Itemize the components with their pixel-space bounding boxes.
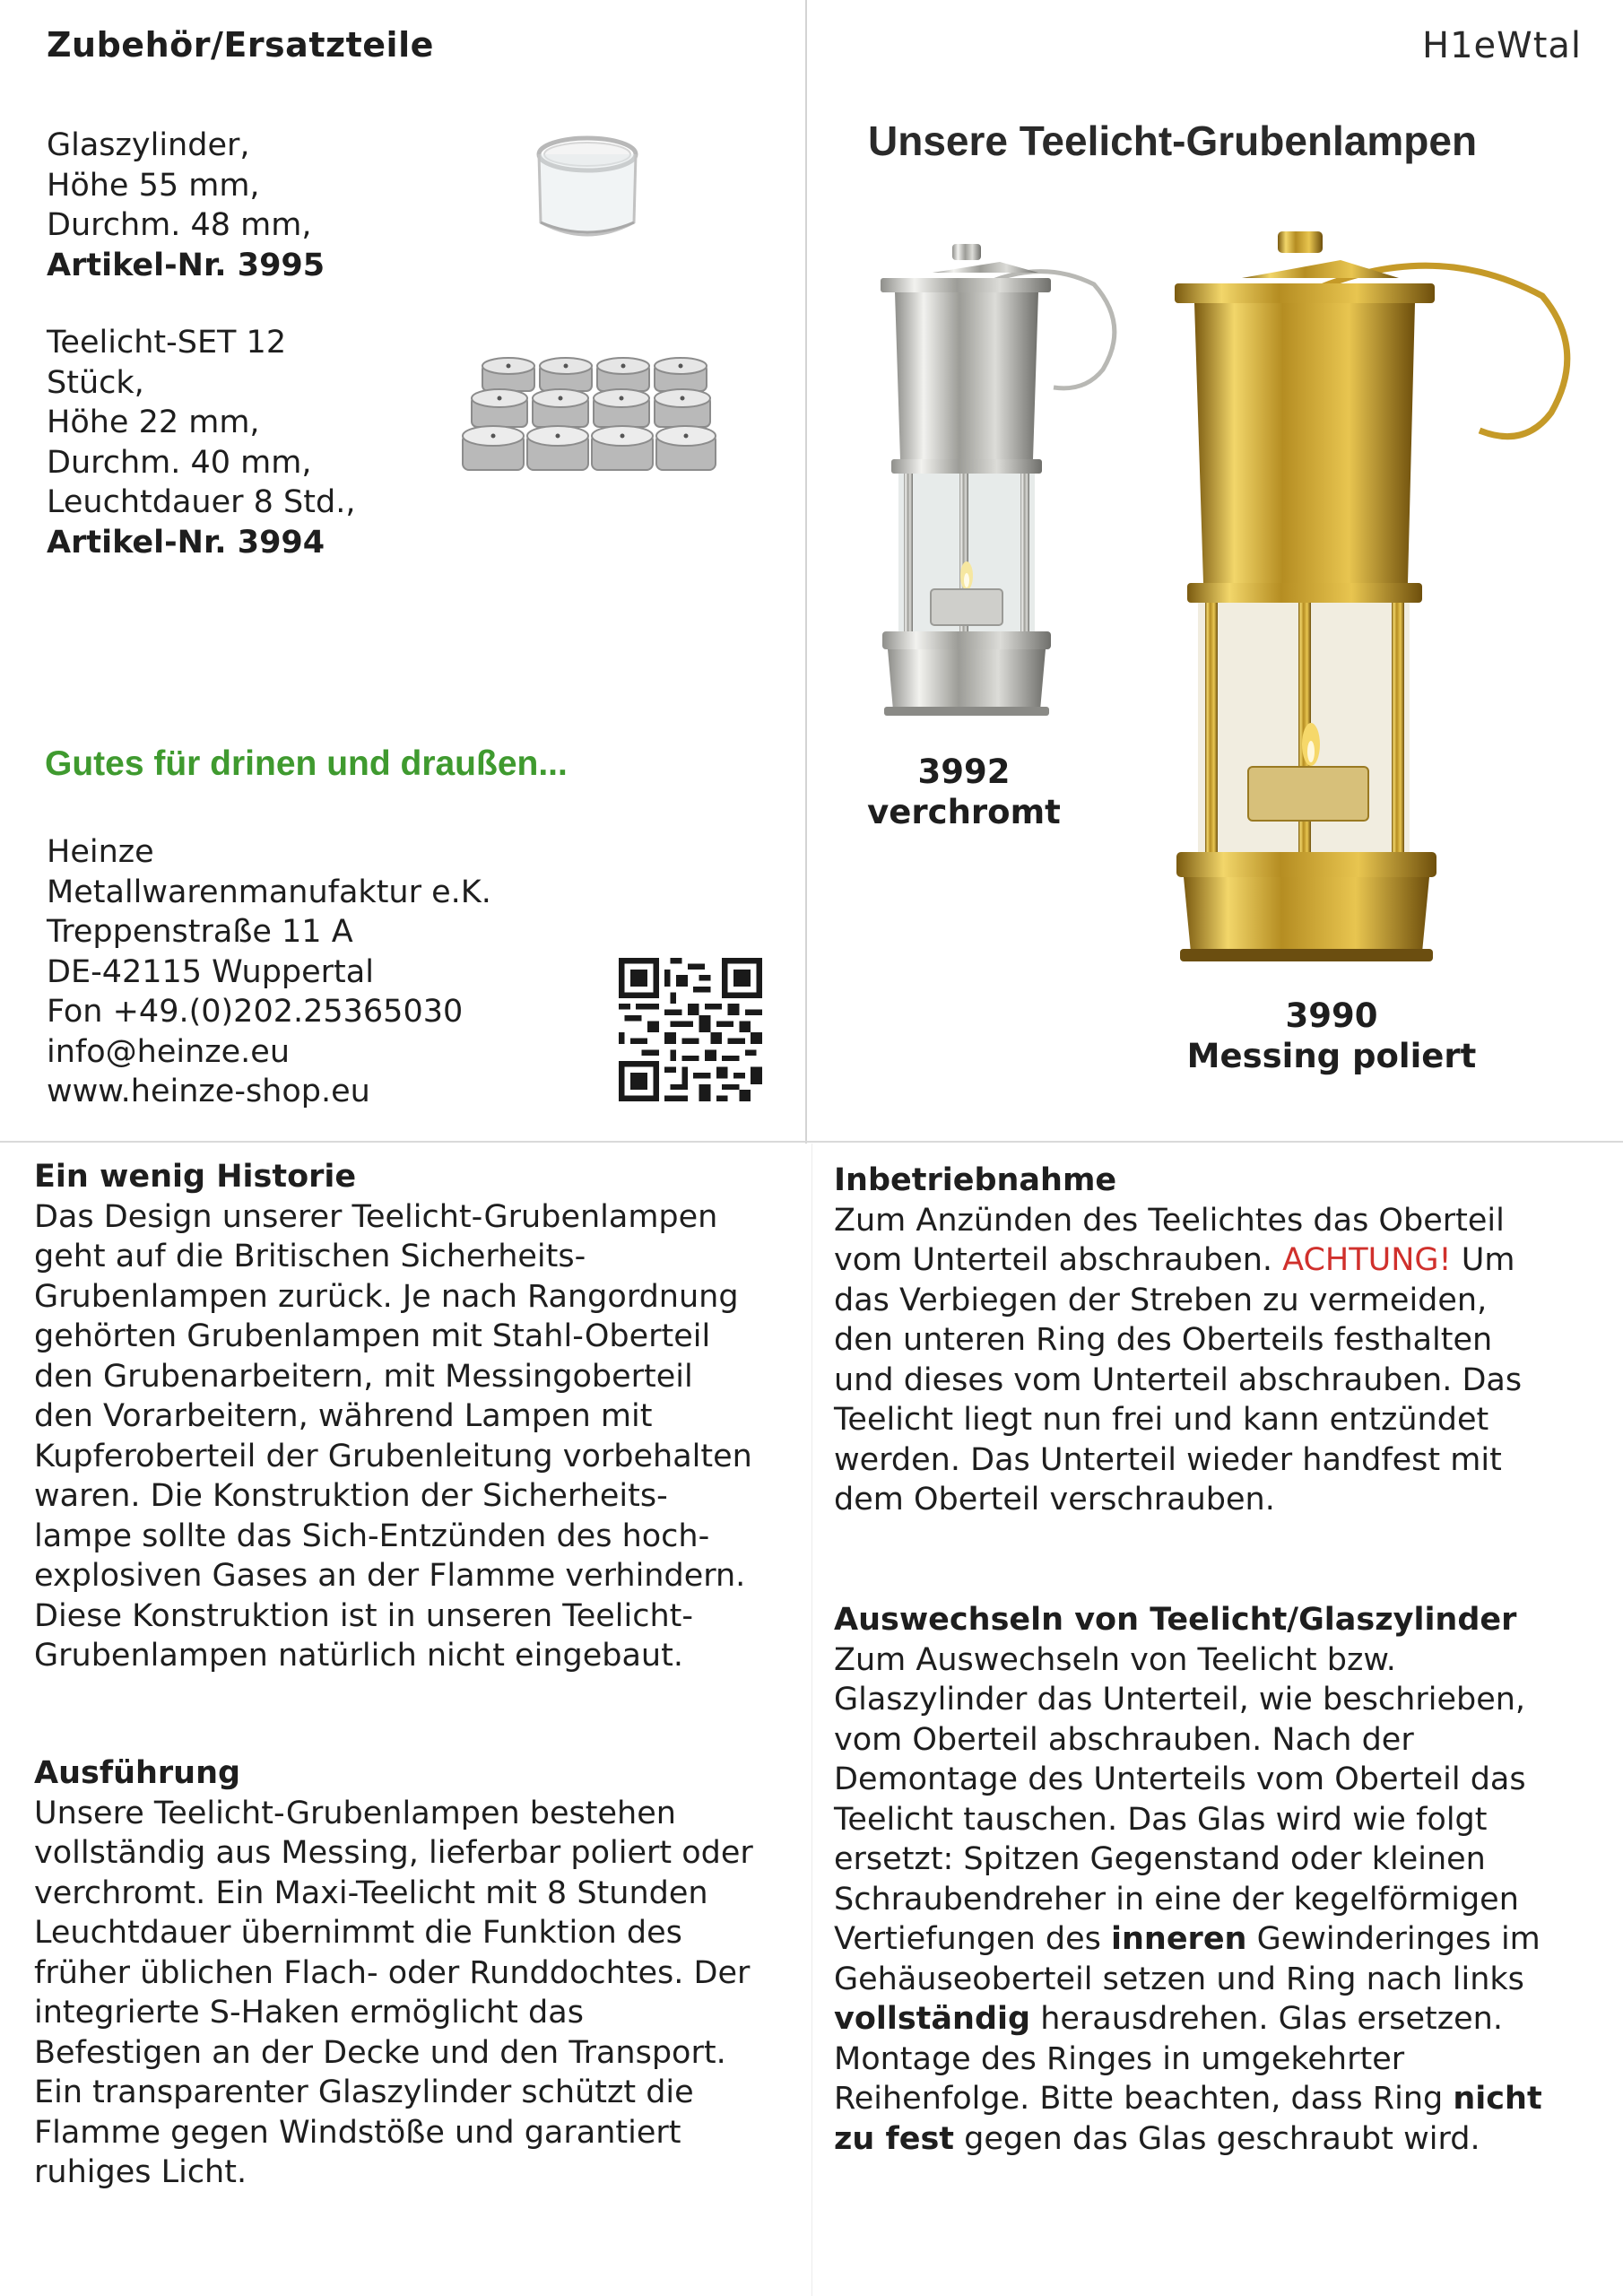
text-run: herausdrehen. Glas ersetzen. [1030,2001,1503,2037]
text-line: Glaszylinder das Unterteil, wie beschrieben, [834,1682,1526,1718]
text-line: waren. Die Konstruktion der Sicherheits- [34,1478,668,1514]
text-line: den Vorarbeitern, während Lampen mit [34,1398,653,1434]
text-run: Reihenfolge. Bitte beachten, dass Ring [834,2081,1454,2117]
emphasis: vollständig [834,2001,1031,2037]
text-line: das Verbiegen der Streben zu vermeiden, [834,1282,1488,1318]
text-line: Kupferoberteil der Grubenleitung vorbehalten [34,1438,752,1474]
text-line: Ein transparenter Glaszylinder schützt die [34,2074,694,2110]
panel-divider-horizontal [0,1141,1623,1143]
text-line: Teelicht tauschen. Das Glas wird wie folgt [834,1801,1488,1838]
brand-logo: H1eWtal [1422,25,1582,66]
product-finish: Messing poliert [1186,1037,1477,1075]
startup-heading: Inbetriebnahme [834,1162,1117,1198]
text-line: ruhiges Licht. [34,2154,247,2190]
text-line: den unteren Ring des Oberteils festhalten [834,1322,1493,1358]
text-line: Schraubendreher in eine der kegelförmigen [834,1881,1519,1918]
replace-heading: Auswechseln von Teelicht/Glaszylinder [834,1602,1517,1638]
accessory-line: Höhe 22 mm, [47,404,260,440]
lamp-chrome-icon [870,235,1139,737]
accessory-tealight-set [47,323,355,562]
text-line: geht auf die Britischen Sicherheits- [34,1239,586,1274]
history-heading: Ein wenig Historie [34,1159,357,1195]
product-caption-chrome [852,752,1076,832]
text-run: vom Unterteil abschrauben. [834,1242,1283,1278]
text-line: und dieses vom Unterteil abschrauben. Das [834,1361,1523,1398]
text-line: Unsere Teelicht-Grubenlampen bestehen [34,1795,676,1831]
article-number: Artikel-Nr. 3994 [47,524,325,561]
product-number: 3992 [917,752,1011,791]
text-line: Zum Auswechseln von Teelicht bzw. [834,1641,1396,1678]
text-line: den Grubenarbeitern, mit Messingoberteil [34,1358,693,1395]
text-line: Demontage des Unterteils vom Oberteil das [834,1761,1526,1797]
company-type: Metallwarenmanufaktur e.K. [47,874,491,910]
article-number: Artikel-Nr. 3995 [47,247,325,283]
warning-label: ACHTUNG! [1282,1242,1452,1278]
text-line: Flamme gegen Windstöße und garantiert [34,2114,681,2151]
accessory-line: Stück, [47,364,144,401]
products-title: Unsere Teelicht-Grubenlampen [868,117,1478,164]
text-run: Um [1451,1242,1515,1278]
text-line: Grubenlampen zurück. Je nach Rangordnung [34,1278,739,1315]
text-line [834,1999,1605,2039]
lamp-brass-icon [1157,224,1596,969]
execution-section [34,1753,796,2193]
text-run: Vertiefungen des [834,1921,1111,1957]
text-line: ersetzt: Spitzen Gegenstand oder kleinen [834,1841,1486,1877]
text-line: lampe sollte das Sich-Entzünden des hoch- [34,1518,710,1554]
street-address: Treppenstraße 11 A [47,914,353,950]
text-line [834,1240,1605,1281]
text-line: werden. Das Unterteil wieder handfest mit [834,1441,1502,1478]
contact-block [47,832,491,1112]
emphasis: inneren [1110,1921,1247,1957]
slogan: Gutes für drinen und draußen... [45,744,568,783]
product-number: 3990 [1285,996,1378,1035]
text-line: gehörten Grubenlampen mit Stahl-Oberteil [34,1318,711,1354]
text-line: dem Oberteil verschrauben. [834,1482,1275,1518]
text-line: Leuchtdauer übernimmt die Funktion des [34,1915,682,1951]
tealight-set-icon [459,357,719,500]
text-line: Zum Anzünden des Teelichtes das Oberteil [834,1202,1505,1239]
text-run: gegen das Glas geschraubt wird. [954,2120,1480,2157]
text-line: vollständig aus Messing, lieferbar poliert oder [34,1835,753,1871]
product-finish: verchromt [867,793,1061,831]
text-line: Teelicht liegt nun frei und kann entzündet [834,1402,1489,1438]
text-line [834,2079,1605,2119]
accessory-line: Leuchtdauer 8 Std., [47,484,356,520]
text-line: Befestigen an der Decke und den Transport. [34,2034,726,2071]
text-line: integrierte S-Haken ermöglicht das [34,1995,584,2031]
company-name: Heinze [47,834,154,870]
emphasis: nicht [1453,2081,1542,2117]
accessory-line: Durchm. 48 mm, [47,207,312,243]
qr-code-icon [619,958,762,1101]
text-line: vom Oberteil abschrauben. Nach der [834,1721,1414,1758]
text-line: Das Design unserer Teelicht-Grubenlampen [34,1198,718,1235]
text-line [834,2119,1605,2160]
emphasis: zu fest [834,2120,955,2157]
product-caption-brass [1157,996,1506,1076]
website-url: www.heinze-shop.eu [47,1074,370,1109]
text-line: Grubenlampen natürlich nicht eingebaut. [34,1638,683,1674]
text-line: explosiven Gases an der Flamme verhindern. [34,1558,746,1594]
section-title: Zubehör/Ersatzteile [47,25,434,65]
history-section [34,1157,796,1676]
text-line: früher üblichen Flach- oder Runddochtes. Der [34,1954,751,1991]
text-line: Gehäuseoberteil setzen und Ring nach links [834,1961,1524,1997]
text-line: Diese Konstruktion ist in unseren Teelicht- [34,1597,694,1634]
panel-divider-vertical [805,0,807,1144]
email-address: info@heinze.eu [47,1033,291,1070]
accessory-line: Teelicht-SET 12 [47,325,287,361]
text-line: verchromt. Ein Maxi-Teelicht mit 8 Stunden [34,1874,708,1911]
accessory-glass-cylinder [47,126,325,285]
text-line: Montage des Ringes in umgekehrter [834,2040,1405,2077]
text-run: Gewinderinges im [1246,1921,1541,1957]
accessory-line: Durchm. 40 mm, [47,444,312,481]
accessory-line: Höhe 55 mm, [47,167,260,204]
accessory-line: Glaszylinder, [47,127,250,163]
glass-cylinder-icon [529,133,646,245]
text-line [834,1919,1605,1960]
execution-heading: Ausführung [34,1755,241,1791]
phone-number: Fon +49.(0)202.25365030 [47,994,464,1030]
replace-section [834,1600,1605,2159]
startup-section [834,1161,1605,1520]
city-address: DE-42115 Wuppertal [47,953,374,990]
